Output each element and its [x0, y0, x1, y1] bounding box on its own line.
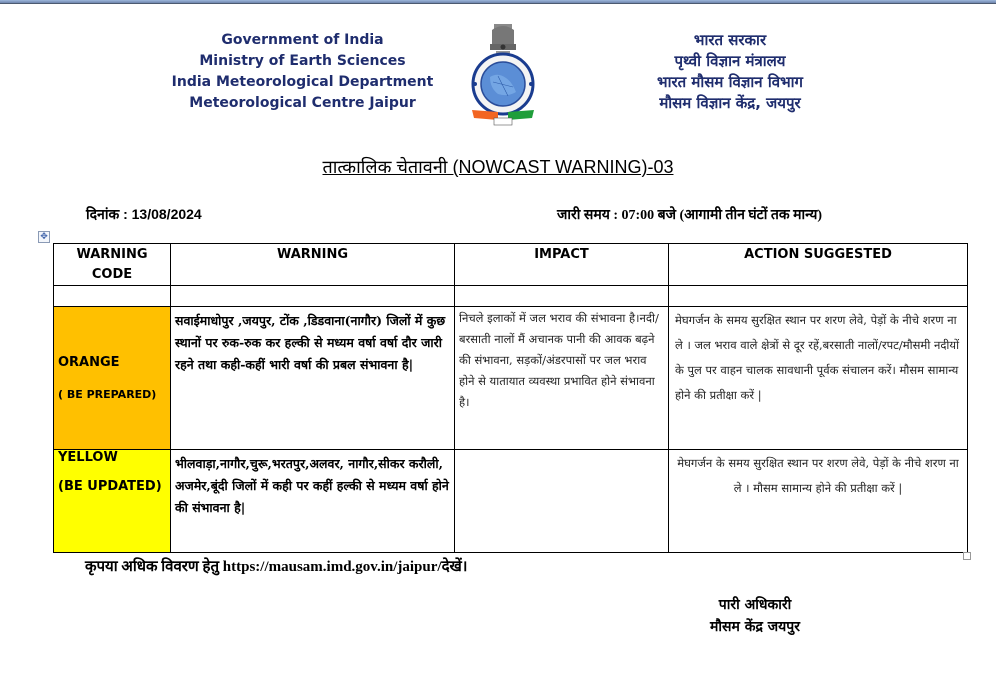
- date-line: दिनांक : 13/08/2024: [86, 206, 202, 222]
- document-title: [0, 155, 996, 179]
- blank-cell: [669, 286, 968, 307]
- code-sub: ( BE PREPARED): [58, 388, 157, 401]
- header-hi-line-1: भारत सरकार: [693, 31, 767, 49]
- blank-cell: [54, 286, 171, 307]
- title-text: तात्कालिक चेतावनी (NOWCAST WARNING)-03: [322, 157, 674, 177]
- signature-line-2: मौसम केंद्र जयपुर: [710, 619, 800, 635]
- header-en-line-1: Government of India: [221, 32, 384, 48]
- blank-cell: [455, 286, 669, 307]
- table-row-orange: [54, 307, 968, 450]
- header-en-line-4: Meteorological Centre Jaipur: [189, 95, 416, 111]
- table-row-yellow: [54, 450, 968, 553]
- code-sub: (BE UPDATED): [58, 479, 162, 494]
- more-info-link-line[interactable]: कृपया अधिक विवरण हेतु https://mausam.imd.gov.in/jaipur/देखें।: [85, 559, 468, 575]
- header-hi-line-2: पृथ्वी विज्ञान मंत्रालय: [674, 52, 786, 70]
- code-name: ORANGE: [58, 355, 120, 370]
- header-english: [160, 30, 445, 114]
- imd-emblem-icon: [468, 22, 538, 130]
- warning-table: [53, 243, 968, 553]
- warning-text: भीलवाड़ा,नागौर,चुरू,भरतपुर,अलवर, नागौर,सीकर करौली, अजमेर,बूंदी जिलों में कही पर कहीं हल्की से मध्यम वर्षा होने की संभावना है|: [171, 450, 455, 553]
- warning-code-yellow: [54, 450, 171, 553]
- impact-text: निचले इलाकों में जल भराव की संभावना है।नदी/बरसाती नालों मैं अचानक पानी की आवक बढ़ने की संभावना, सड़कों/अंडरपासों पर जल भराव होने से यातायात व्यवस्था प्रभावित होने संभावना है।: [455, 307, 669, 450]
- table-move-handle-icon[interactable]: ✥: [38, 231, 50, 243]
- blank-cell: [171, 286, 455, 307]
- header-impact: IMPACT: [455, 244, 669, 286]
- header-hi-line-3: भारत मौसम विज्ञान विभाग: [657, 73, 803, 91]
- header-en-line-2: Ministry of Earth Sciences: [199, 53, 406, 69]
- action-text: मेघगर्जन के समय सुरक्षित स्थान पर शरण लेवे, पेड़ों के नीचे शरण ना ले । जल भराव वाले क्षेत्रों से दूर रहें,बरसाती नालों/रपट/मौसमी नदीयों के पुल पर वाहन चालक सावधानी पूर्वक संचालन करें। मौसम सामान्य होने की प्रतीक्षा करें |: [669, 307, 968, 450]
- window-top-bar: [0, 0, 996, 4]
- table-resize-handle[interactable]: [963, 552, 971, 560]
- action-text: मेघगर्जन के समय सुरक्षित स्थान पर शरण लेवे, पेड़ों के नीचे शरण ना ले । मौसम सामान्य होने की प्रतीक्षा करें |: [669, 450, 968, 553]
- issue-time-line: जारी समय : 07:00 बजे (आगामी तीन घंटों तक मान्य): [557, 208, 822, 223]
- header-en-line-3: India Meteorological Department: [171, 74, 434, 90]
- signature-block: [690, 594, 820, 638]
- warning-code-orange: [54, 307, 171, 450]
- header-code-line-2: CODE: [91, 267, 133, 282]
- signature-line-1: पारी अधिकारी: [718, 597, 792, 613]
- header-warning: WARNING: [171, 244, 455, 286]
- code-name: YELLOW: [58, 450, 118, 465]
- warning-text: सवाईमाधोपुर ,जयपुर, टोंक ,डिडवाना(नागौर) जिलों में कुछ स्थानों पर रुक-रुक कर हल्की से मध्यम वर्षा वर्षा दौर जारी रहने तथा कही-कहीं भारी वर्षा की प्रबल संभावना है|: [171, 307, 455, 450]
- table-header-row: [54, 244, 968, 286]
- header-warning-code: [54, 244, 171, 286]
- header-hindi: [600, 30, 860, 114]
- impact-text: [455, 450, 669, 553]
- header-hi-line-4: मौसम विज्ञान केंद्र, जयपुर: [659, 94, 801, 112]
- header-action-suggested: ACTION SUGGESTED: [669, 244, 968, 286]
- header-code-line-1: WARNING: [76, 247, 148, 262]
- table-blank-row: [54, 286, 968, 307]
